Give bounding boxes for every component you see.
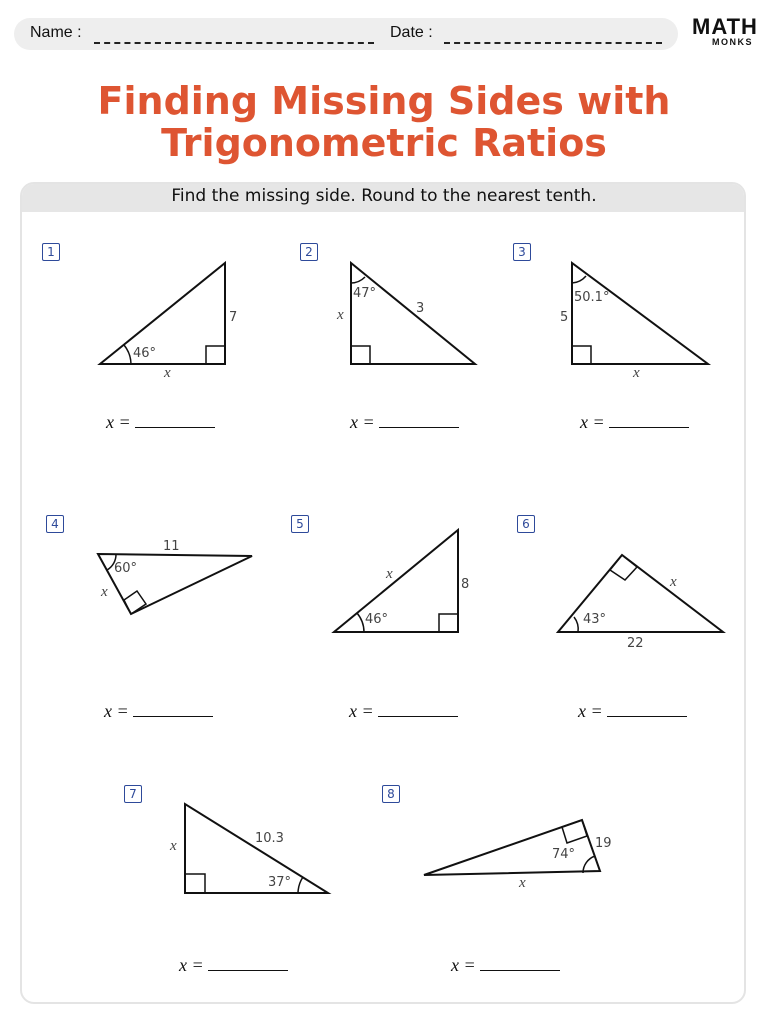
side-label-1: 7 bbox=[229, 310, 238, 325]
angle-label-1: 46° bbox=[133, 346, 157, 361]
answer-2 bbox=[350, 412, 459, 433]
side-label-2: 3 bbox=[416, 301, 425, 316]
right-angle-marker-2 bbox=[351, 346, 370, 364]
unknown-label-5: x bbox=[386, 566, 393, 582]
answer-prefix: x = bbox=[451, 955, 476, 975]
problem-number-7: 7 bbox=[124, 785, 142, 803]
page-title-line-1: Finding Missing Sides with bbox=[97, 79, 671, 123]
problem-number-1: 1 bbox=[42, 243, 60, 261]
angle-label-4: 60° bbox=[114, 561, 138, 576]
answer-1 bbox=[106, 412, 215, 433]
answer-blank-6[interactable] bbox=[607, 702, 687, 717]
problem-number-8: 8 bbox=[382, 785, 400, 803]
answer-prefix: x = bbox=[106, 412, 131, 432]
answer-blank-2[interactable] bbox=[379, 413, 459, 428]
answer-blank-8[interactable] bbox=[480, 956, 560, 971]
side-label-5: 8 bbox=[461, 577, 470, 592]
right-angle-marker-1 bbox=[206, 346, 225, 364]
logo-subtext: MONKS bbox=[712, 37, 753, 47]
answer-prefix: x = bbox=[578, 701, 603, 721]
answer-6 bbox=[578, 701, 687, 722]
answer-blank-3[interactable] bbox=[609, 413, 689, 428]
angle-arc-3 bbox=[572, 276, 586, 283]
unknown-label-3: x bbox=[633, 365, 640, 381]
angle-label-3: 50.1° bbox=[574, 290, 610, 305]
problem-number-5: 5 bbox=[291, 515, 309, 533]
answer-3 bbox=[580, 412, 689, 433]
triangle-3 bbox=[572, 263, 708, 364]
problem-number-2: 2 bbox=[300, 243, 318, 261]
side-label-8: 19 bbox=[595, 836, 612, 851]
unknown-label-1: x bbox=[164, 365, 171, 381]
unknown-label-4: x bbox=[101, 584, 108, 600]
answer-prefix: x = bbox=[350, 412, 375, 432]
right-angle-marker-5 bbox=[439, 614, 458, 632]
angle-label-2: 47° bbox=[353, 286, 377, 301]
answer-7 bbox=[179, 955, 288, 976]
unknown-label-2: x bbox=[337, 307, 344, 323]
logo-text: MATH bbox=[692, 14, 758, 39]
side-label-4: 11 bbox=[163, 539, 180, 554]
answer-prefix: x = bbox=[179, 955, 204, 975]
answer-8 bbox=[451, 955, 560, 976]
answer-prefix: x = bbox=[104, 701, 129, 721]
triangle-7 bbox=[185, 804, 328, 893]
answer-blank-7[interactable] bbox=[208, 956, 288, 971]
answer-blank-4[interactable] bbox=[133, 702, 213, 717]
answer-5 bbox=[349, 701, 458, 722]
angle-arc-1 bbox=[124, 345, 131, 364]
angle-label-7: 37° bbox=[268, 875, 292, 890]
date-label: Date : bbox=[390, 24, 433, 41]
angle-arc-2 bbox=[351, 277, 365, 283]
answer-4 bbox=[104, 701, 213, 722]
side-label-3: 5 bbox=[560, 310, 569, 325]
angle-label-5: 46° bbox=[365, 612, 389, 627]
angle-label-6: 43° bbox=[583, 612, 607, 627]
right-angle-marker-6 bbox=[610, 555, 637, 580]
angle-label-8: 74° bbox=[552, 847, 576, 862]
angle-arc-6 bbox=[574, 617, 578, 632]
angle-arc-5 bbox=[357, 613, 364, 632]
problem-number-4: 4 bbox=[46, 515, 64, 533]
side-label-6: 22 bbox=[627, 636, 644, 651]
right-angle-marker-7 bbox=[185, 874, 205, 893]
name-label: Name : bbox=[30, 24, 82, 41]
answer-prefix: x = bbox=[580, 412, 605, 432]
right-angle-marker-3 bbox=[572, 346, 591, 364]
right-angle-marker-4 bbox=[124, 591, 146, 614]
answer-blank-5[interactable] bbox=[378, 702, 458, 717]
page-title-line-2: Trigonometric Ratios bbox=[161, 121, 607, 165]
answer-prefix: x = bbox=[349, 701, 374, 721]
answer-blank-1[interactable] bbox=[135, 413, 215, 428]
problem-number-3: 3 bbox=[513, 243, 531, 261]
unknown-label-6: x bbox=[670, 574, 677, 590]
side-label-7: 10.3 bbox=[255, 831, 284, 846]
unknown-label-7: x bbox=[170, 838, 177, 854]
instruction-text: Find the missing side. Round to the nearest tenth. bbox=[171, 186, 597, 206]
unknown-label-8: x bbox=[519, 875, 526, 891]
angle-arc-7 bbox=[298, 877, 303, 893]
problem-number-6: 6 bbox=[517, 515, 535, 533]
